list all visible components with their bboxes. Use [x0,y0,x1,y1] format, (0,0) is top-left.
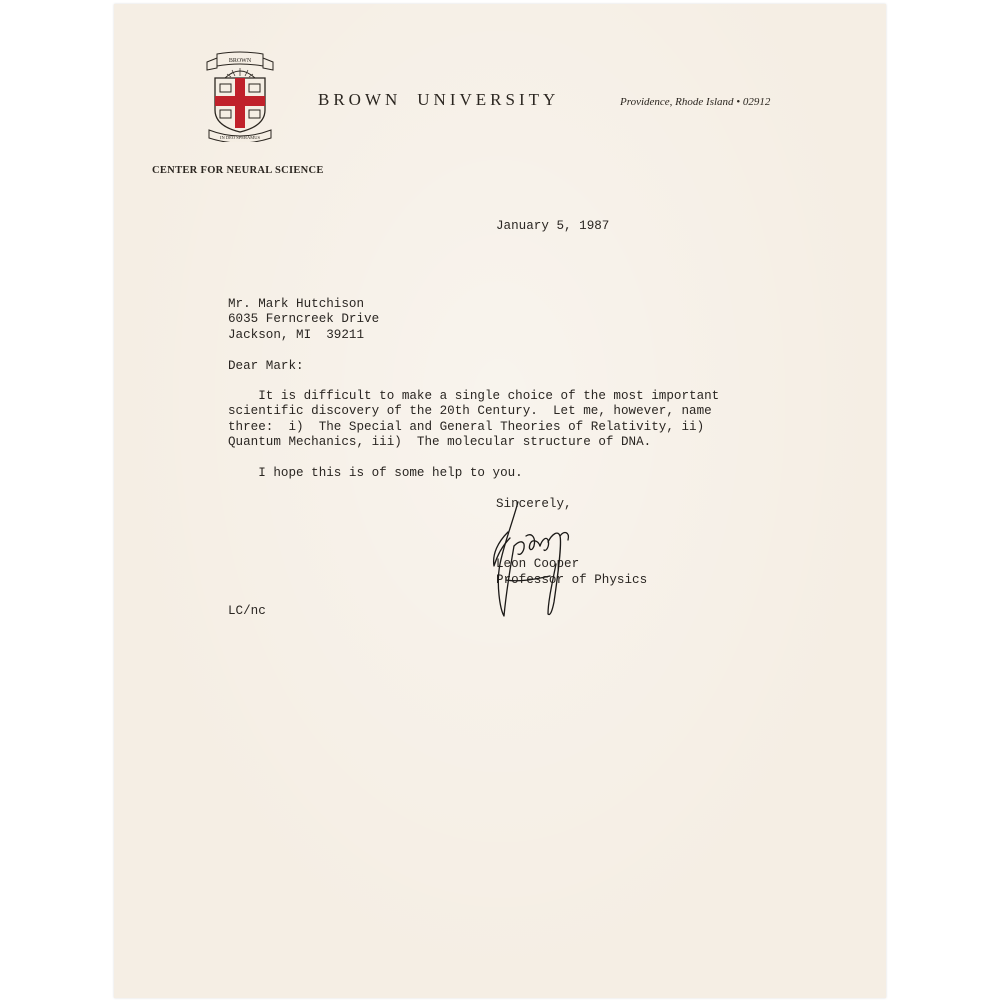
body-line: scientific discovery of the 20th Century. Let me, however, name [228,404,712,418]
brown-university-crest [203,48,277,142]
letter-date: January 5, 1987 [496,219,610,233]
body-line: Quantum Mechanics, iii) The molecular structure of DNA. [228,435,652,449]
recipient-city: Jackson, MI 39211 [228,328,365,342]
crest-banner-text: BROWN [228,58,252,64]
closing-paragraph: I hope this is of some help to you. [228,466,523,480]
body-line: It is difficult to make a single choice of the most important [228,389,720,403]
closing: Sincerely, [496,497,572,511]
recipient-name: Mr. Mark Hutchison [228,297,365,311]
crest-motto-text: IN DEO SPERAMUS [219,135,261,140]
signer-title: Professor of Physics [496,573,648,587]
university-name [318,90,559,110]
signer-name: Leon Cooper [496,557,580,571]
university-name-word2: UNIVERSITY [417,90,560,109]
reference-initials: LC/nc [228,604,266,618]
salutation: Dear Mark: [228,359,304,373]
department-name: CENTER FOR NEURAL SCIENCE [152,165,324,176]
body-line: three: i) The Special and General Theories of Relativity, ii) [228,420,705,434]
university-name-word1: BROWN [318,90,402,109]
handwritten-signature [488,484,578,624]
university-address: Providence, Rhode Island • 02912 [620,96,771,108]
recipient-street: 6035 Ferncreek Drive [228,312,380,326]
